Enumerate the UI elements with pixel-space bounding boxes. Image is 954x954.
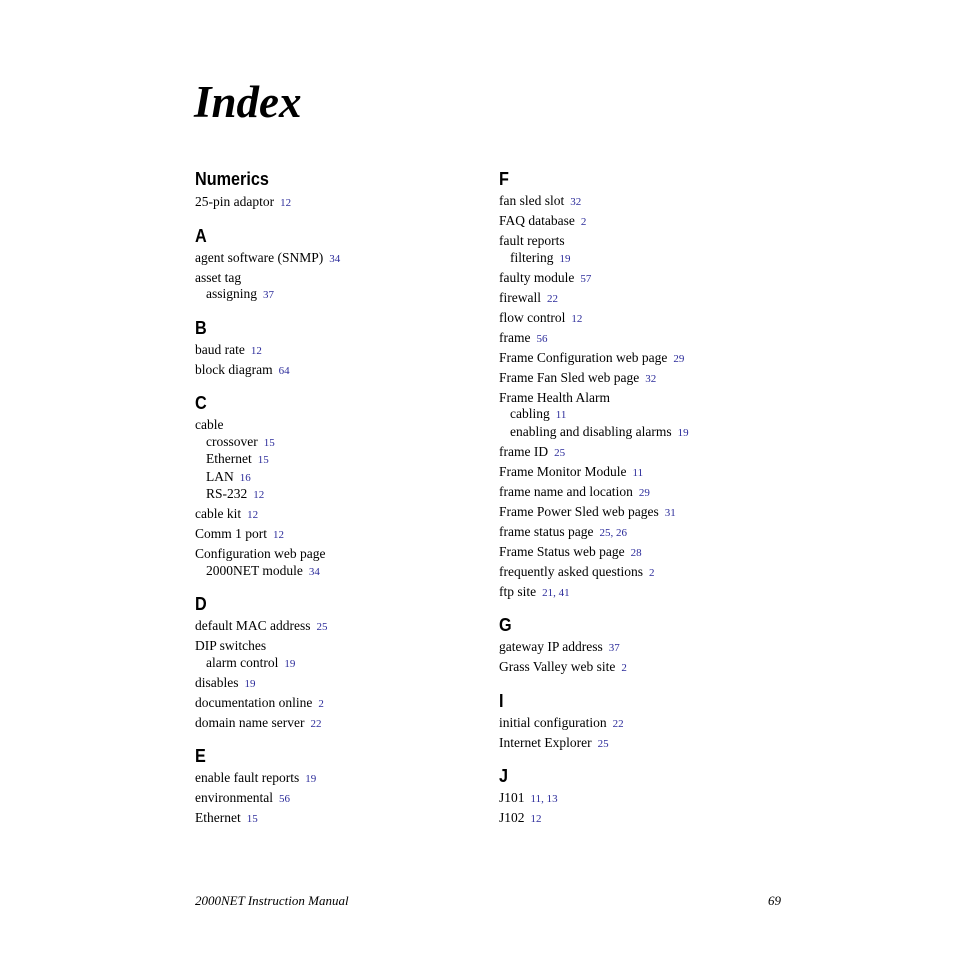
page-reference-link[interactable]: 12 <box>253 489 265 501</box>
entry-term: FAQ database <box>499 213 575 228</box>
entry-term: domain name server <box>195 714 305 730</box>
section-heading: B <box>195 317 207 338</box>
index-subentry <box>195 486 485 504</box>
index-entry <box>499 484 789 502</box>
page-reference-link[interactable]: 57 <box>580 272 592 285</box>
index-entry <box>195 362 485 380</box>
index-entry <box>195 675 485 693</box>
entry-term: Frame Health Alarm <box>499 389 610 405</box>
index-section <box>195 743 485 828</box>
index-section <box>499 688 789 753</box>
index-entry <box>195 250 485 268</box>
index-subentry <box>499 250 789 268</box>
subentry-term: filtering <box>510 249 554 265</box>
page-reference-link[interactable]: 11 <box>555 409 567 421</box>
index-entry <box>499 193 789 211</box>
index-entry <box>499 584 789 602</box>
index-entry <box>195 417 485 504</box>
index-entry <box>499 330 789 348</box>
page-reference-link[interactable]: 32 <box>645 372 657 385</box>
index-entry <box>499 735 789 753</box>
entry-term: 25-pin adaptor <box>195 194 275 209</box>
entry-term: firewall <box>499 289 541 305</box>
index-column-left <box>195 166 485 839</box>
index-section <box>195 591 485 732</box>
page-reference-link[interactable]: 28 <box>630 546 642 559</box>
subentry-term: LAN <box>206 468 234 484</box>
index-entry <box>499 524 789 542</box>
page-reference-link[interactable]: 12 <box>530 813 542 825</box>
index-entry <box>499 790 789 808</box>
page-reference-link[interactable]: 15 <box>257 454 269 466</box>
entry-term: asset tag <box>195 269 242 285</box>
index-section <box>499 763 789 828</box>
page-reference-link[interactable]: 32 <box>570 196 582 208</box>
index-column-right <box>499 166 789 839</box>
page-reference-link[interactable]: 25, 26 <box>599 526 627 539</box>
entry-term: Configuration web page <box>195 546 326 561</box>
entry-term: disables <box>195 674 239 690</box>
section-heading: D <box>195 594 207 614</box>
subentry-term: RS-232 <box>206 486 248 501</box>
page-reference-link[interactable]: 34 <box>308 565 320 578</box>
subentry-term: alarm control <box>206 654 279 670</box>
index-entry <box>499 444 789 462</box>
index-section <box>195 390 485 580</box>
entry-term: documentation online <box>195 694 313 710</box>
page-reference-link[interactable]: 37 <box>263 289 275 301</box>
subentry-term: assigning <box>206 286 258 301</box>
page-reference-link[interactable]: 21, 41 <box>542 586 570 599</box>
page-reference-link[interactable]: 19 <box>244 677 256 690</box>
index-entry <box>195 506 485 524</box>
entry-term: enable fault reports <box>195 770 300 785</box>
page-reference-link[interactable]: 12 <box>250 344 262 357</box>
entry-term: faulty module <box>499 269 575 285</box>
entry-term: fan sled slot <box>499 193 565 208</box>
page-reference-link[interactable]: 2 <box>318 697 324 710</box>
entry-term: fault reports <box>499 233 565 248</box>
entry-term: Frame Monitor Module <box>499 463 627 479</box>
index-entry <box>499 544 789 562</box>
entry-term: Ethernet <box>195 810 241 825</box>
page-reference-link[interactable]: 29 <box>638 486 650 499</box>
entry-term: frame ID <box>499 443 549 459</box>
section-heading: C <box>195 393 207 413</box>
entry-term: cable kit <box>195 506 242 521</box>
index-entry <box>195 810 485 828</box>
entry-term: environmental <box>195 790 273 805</box>
subentry-term: cabling <box>510 406 550 421</box>
index-entry <box>195 770 485 788</box>
page-reference-link[interactable]: 34 <box>329 252 341 265</box>
index-entry <box>499 310 789 328</box>
index-section <box>195 223 485 304</box>
index-entry <box>195 546 485 580</box>
page-title: Index <box>194 77 302 127</box>
entry-term: Frame Fan Sled web page <box>499 369 640 385</box>
index-entry <box>499 370 789 388</box>
entry-term: cable <box>195 417 224 432</box>
entry-term: baud rate <box>195 341 245 357</box>
page-reference-link[interactable]: 22 <box>310 717 322 730</box>
page-reference-link[interactable]: 15 <box>246 813 258 825</box>
entry-term: agent software (SNMP) <box>195 249 324 265</box>
index-entry <box>499 659 789 677</box>
index-entry <box>499 464 789 482</box>
index-subentry <box>195 434 485 452</box>
entry-term: Grass Valley web site <box>499 659 616 674</box>
index-subentry <box>195 563 485 581</box>
index-entry <box>499 350 789 368</box>
index-subentry <box>195 655 485 673</box>
index-entry <box>195 270 485 304</box>
index-entry <box>499 233 789 267</box>
section-heading: F <box>499 169 509 189</box>
index-entry <box>499 810 789 828</box>
index-entry <box>499 504 789 522</box>
entry-term: Internet Explorer <box>499 734 592 750</box>
subentry-term: Ethernet <box>206 451 252 466</box>
section-heading: G <box>499 615 512 635</box>
section-heading: A <box>195 225 207 246</box>
entry-term: J101 <box>499 790 525 805</box>
entry-term: frequently asked questions <box>499 563 643 579</box>
page-reference-link[interactable]: 25 <box>597 737 609 750</box>
entry-term: frame <box>499 329 531 345</box>
page-reference-link[interactable]: 12 <box>273 529 285 541</box>
page-reference-link[interactable]: 25 <box>316 621 328 633</box>
subentry-term: 2000NET module <box>206 562 303 578</box>
page-reference-link[interactable]: 25 <box>554 446 566 459</box>
index-entry <box>499 213 789 231</box>
entry-term: flow control <box>499 309 566 325</box>
index-entry <box>195 715 485 733</box>
index-subentry <box>195 469 485 487</box>
index-entry <box>499 564 789 582</box>
index-entry <box>499 290 789 308</box>
index-entry <box>195 638 485 672</box>
page-reference-link[interactable]: 15 <box>263 436 275 449</box>
page-reference-link[interactable]: 22 <box>546 292 558 305</box>
index-entry <box>499 639 789 657</box>
entry-term: Frame Power Sled web pages <box>499 503 659 519</box>
index-entry <box>195 526 485 544</box>
section-heading: J <box>499 766 509 786</box>
entry-term: Frame Status web page <box>499 543 625 559</box>
page-reference-link[interactable]: 2 <box>648 566 655 579</box>
page-reference-link[interactable]: 19 <box>284 657 296 670</box>
index-entry <box>195 342 485 360</box>
page-reference-link[interactable]: 12 <box>280 197 292 209</box>
index-section <box>195 166 485 212</box>
page-reference-link[interactable]: 56 <box>536 332 548 345</box>
entry-term: block diagram <box>195 361 273 377</box>
index-entry <box>499 715 789 733</box>
index-entry <box>195 194 485 212</box>
entry-term: Frame Configuration web page <box>499 349 668 365</box>
index-section <box>499 166 789 601</box>
page-reference-link[interactable]: 11, 13 <box>530 793 558 805</box>
footer-manual-title: 2000NET Instruction Manual <box>195 893 349 908</box>
index-subentry <box>195 286 485 304</box>
entry-term: ftp site <box>499 583 537 599</box>
section-heading: I <box>499 690 504 711</box>
index-subentry <box>195 451 485 469</box>
index-subentry <box>499 406 789 424</box>
index-entry <box>499 270 789 288</box>
entry-term: DIP switches <box>195 638 267 653</box>
index-entry <box>499 390 789 442</box>
page-reference-link[interactable]: 29 <box>673 352 685 365</box>
page-reference-link[interactable]: 56 <box>278 793 290 805</box>
page-reference-link[interactable]: 2 <box>621 662 627 674</box>
index-subentry <box>499 424 789 442</box>
page-reference-link[interactable]: 37 <box>608 642 620 654</box>
page-reference-link[interactable]: 22 <box>612 717 624 730</box>
entry-term: gateway IP address <box>499 639 603 654</box>
page-reference-link[interactable]: 12 <box>247 509 259 521</box>
page-reference-link[interactable]: 2 <box>580 216 587 228</box>
index-section <box>195 315 485 380</box>
page-reference-link[interactable]: 12 <box>571 312 583 325</box>
page-reference-link[interactable]: 19 <box>305 773 317 785</box>
entry-term: initial configuration <box>499 714 607 730</box>
entry-term: default MAC address <box>195 618 311 633</box>
entry-term: Comm 1 port <box>195 526 268 541</box>
index-entry <box>195 618 485 636</box>
index-entry <box>195 790 485 808</box>
subentry-term: crossover <box>206 433 258 449</box>
section-heading: E <box>195 746 206 766</box>
entry-term: frame name and location <box>499 483 633 499</box>
footer-page-number: 69 <box>768 893 781 908</box>
page-reference-link[interactable]: 19 <box>559 252 571 265</box>
section-heading: Numerics <box>195 169 269 189</box>
entry-term: J102 <box>499 810 525 825</box>
page-reference-link[interactable]: 19 <box>677 426 689 439</box>
page-reference-link[interactable]: 11 <box>632 466 644 479</box>
subentry-term: enabling and disabling alarms <box>510 423 672 439</box>
page-reference-link[interactable]: 31 <box>664 506 676 519</box>
page-reference-link[interactable]: 16 <box>239 471 251 484</box>
index-section <box>499 612 789 677</box>
page-reference-link[interactable]: 64 <box>278 364 290 377</box>
entry-term: frame status page <box>499 523 594 539</box>
index-entry <box>195 695 485 713</box>
